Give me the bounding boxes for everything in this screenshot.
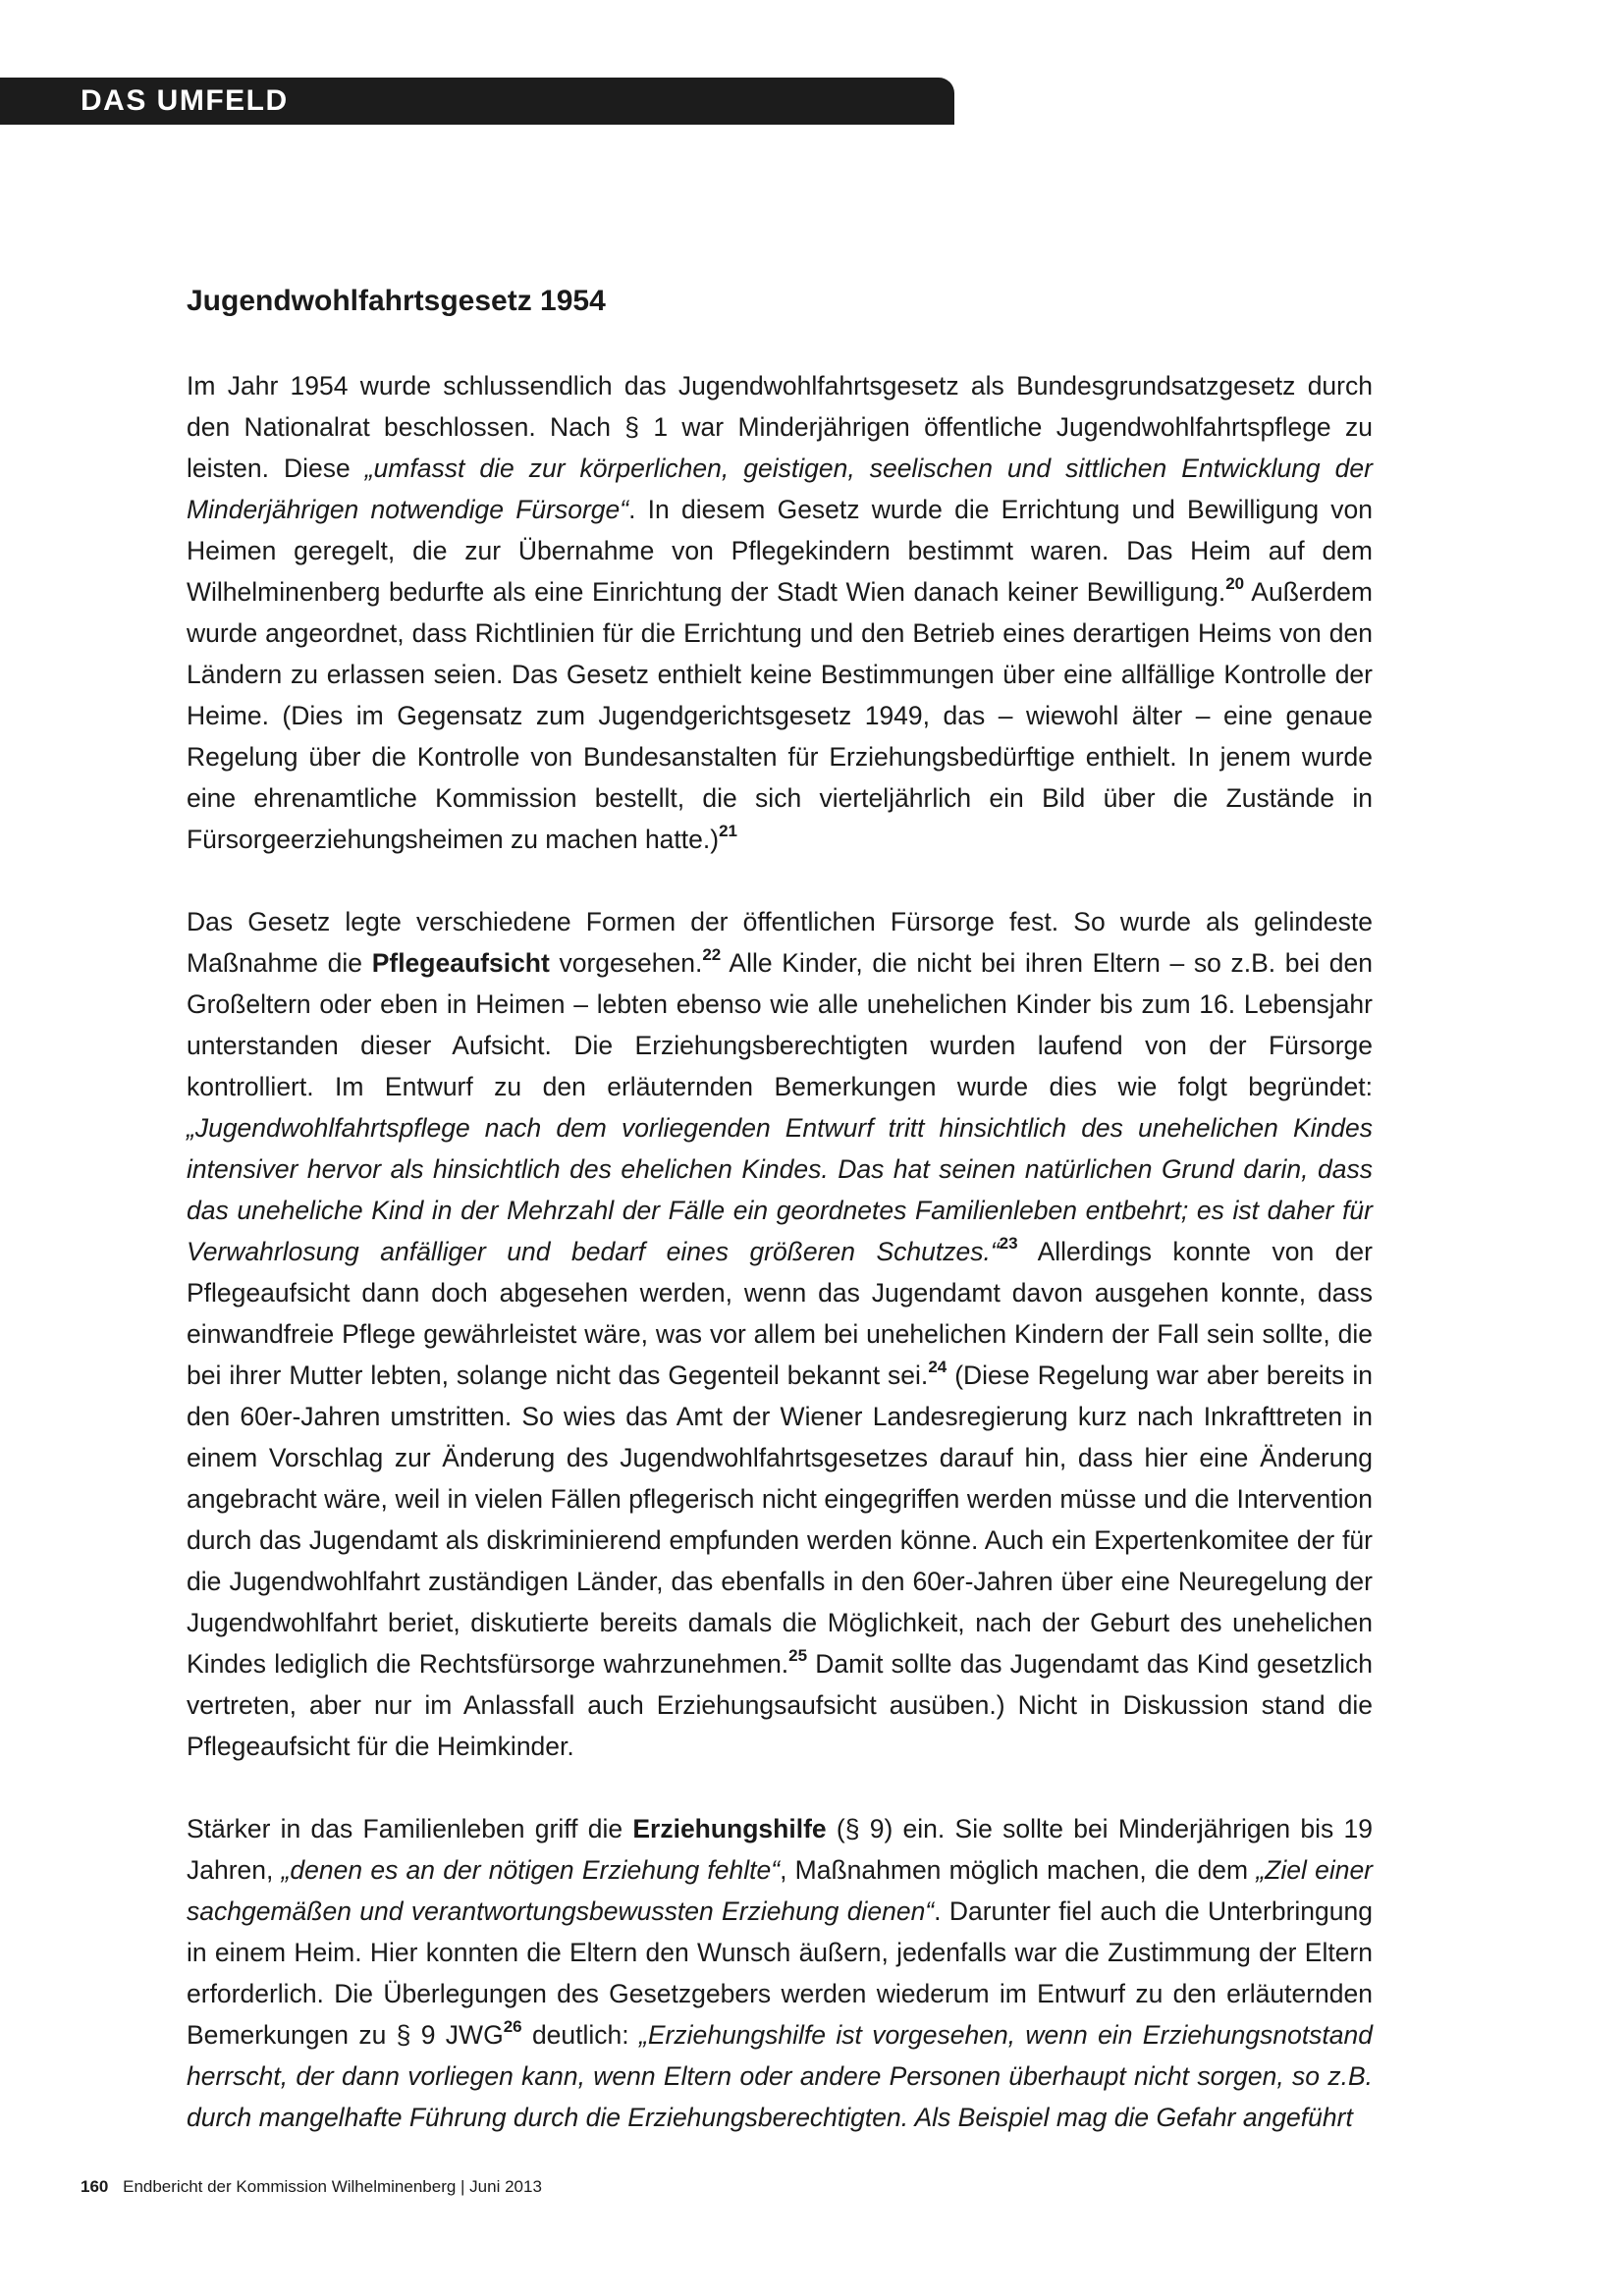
text-run: vorgesehen. — [549, 948, 703, 978]
text-run: , Maßnahmen möglich machen, die dem — [780, 1855, 1257, 1885]
text-run: Das Gesetz legte verschiedene Formen der öffentlichen Fürsorge fest. So wurde als gelindeste Maßnahme die — [187, 907, 1373, 978]
paragraph — [187, 365, 1373, 860]
footnote-ref: 22 — [702, 945, 722, 965]
body-text — [187, 365, 1373, 2179]
emphasis-term: Erziehungshilfe — [632, 1814, 827, 1843]
text-run: Damit sollte das Jugendamt das Kind gesetzlich vertreten, aber nur im Anlassfall auch Erziehungsaufsicht ausüben.) Nicht in Diskussion stand die Pflegeaufsicht für die Heimkinder. — [187, 1649, 1373, 1761]
text-run: . In diesem Gesetz wurde die Errichtung und Bewilligung von Heimen geregelt, die zur Übernahme von Pflegekindern bestimmt waren. Das Heim auf dem Wilhelminenberg bedurfte als eine Einrichtung der Stadt Wien danach keiner Bewilligung. — [187, 495, 1374, 607]
footnote-ref: 26 — [503, 2017, 522, 2037]
footer-text: Endbericht der Kommission Wilhelminenberg | Juni 2013 — [123, 2177, 542, 2196]
page-footer — [81, 2177, 542, 2197]
emphasis-term: Pflegeaufsicht — [371, 948, 550, 978]
paragraph — [187, 1808, 1373, 2138]
footnote-ref: 23 — [999, 1234, 1018, 1254]
quote-text: „Erziehungshilfe ist vorgesehen, wenn ein Erziehungsnotstand herrscht, der dann vorliegen kann, wenn Eltern oder andere Personen überhaupt nicht sorgen, so z.B. durch mangelhafte Führung durch die Erziehungsberechtigten. Als Beispiel mag die Gefahr angeführt — [187, 2020, 1374, 2132]
page-number: 160 — [81, 2177, 109, 2196]
section-header-bar — [0, 78, 954, 125]
footnote-ref: 21 — [719, 822, 737, 841]
section-title: Jugendwohlfahrtsgesetz 1954 — [187, 285, 606, 317]
quote-text: „denen es an der nötigen Erziehung fehlte“ — [281, 1855, 781, 1885]
footnote-ref: 25 — [788, 1646, 808, 1666]
quote-text: „Jugendwohlfahrtspflege nach dem vorliegenden Entwurf tritt hinsichtlich des unehelichen Kindes intensiver hervor als hinsichtlich des ehelichen Kindes. Das hat seinen natürlichen Grund darin, dass das uneheliche Kind in der Mehrzahl der Fälle ein geordnetes Familienleben entbehrt; es ist daher für Verwahrlosung anfälliger und bedarf eines größeren Schutzes.“ — [187, 1113, 1373, 1266]
text-run: Im Jahr 1954 wurde schlussendlich das Jugendwohlfahrtsgesetz als Bundesgrundsatzgesetz durch den Nationalrat beschlossen. Nach § 1 war Minderjährigen öffentliche Jugendwohlfahrtspflege zu leisten. Diese — [187, 371, 1373, 483]
text-run: (Diese Regelung war aber bereits in den 60er-Jahren umstritten. So wies das Amt der Wiener Landesregierung kurz nach Inkrafttreten in einem Vorschlag zur Änderung des Jugendwohlfahrtsgesetzes darauf hin, dass hier eine Änderung angebracht wäre, weil in vielen Fällen pflegerisch nicht eingegriffen werden müsse und die Intervention durch das Jugendamt als diskriminierend empfunden werden könne. Auch ein Expertenkomitee der für die Jugendwohlfahrt zuständigen Länder, das ebenfalls in den 60er-Jahren über eine Neuregelung der Jugendwohlfahrt beriet, diskutierte bereits damals die Möglichkeit, nach der Geburt des unehelichen Kindes lediglich die Rechtsfürsorge wahrzunehmen. — [187, 1361, 1373, 1679]
text-run: (§ 9) ein. Sie sollte bei Minderjährigen bis 19 Jahren, — [187, 1814, 1373, 1885]
text-run: deutlich: — [521, 2020, 639, 2050]
section-label: DAS UMFELD — [81, 84, 289, 117]
text-run: Alle Kinder, die nicht bei ihren Eltern – so z.B. bei den Großeltern oder eben in Heimen – lebten ebenso wie alle unehelichen Kinder bis zum 16. Lebensjahr unterstanden dieser Aufsicht. Die Erziehungsberechtigten wurden laufend von der Fürsorge kontrolliert. Im Entwurf zu den erläuternden Bemerkungen wurde dies wie folgt begründet: — [187, 948, 1374, 1101]
text-run: Außerdem wurde angeordnet, dass Richtlinien für die Errichtung und den Betrieb eines derartigen Heims von den Ländern zu erlassen seien. Das Gesetz enthielt keine Bestimmungen über eine allfällige Kontrolle der Heime. (Dies im Gegensatz zum Jugendgerichtsgesetz 1949, das – wiewohl älter – eine genaue Regelung über die Kontrolle von Bundesanstalten für Erziehungsbedürftige enthielt. In jenem wurde eine ehrenamtliche Kommission bestellt, die sich vierteljährlich ein Bild über die Zustände in Fürsorgeerziehungsheimen zu machen hatte.) — [187, 577, 1373, 854]
footnote-ref: 24 — [928, 1358, 947, 1377]
footnote-ref: 20 — [1225, 574, 1245, 594]
text-run: Allerdings konnte von der Pflegeaufsicht dann doch abgesehen werden, wenn das Jugendamt davon ausgehen konnte, dass einwandfreie Pflege gewährleistet wäre, was vor allem bei unehelichen Kindern der Fall sein sollte, die bei ihrer Mutter lebten, solange nicht das Gegenteil bekannt sei. — [187, 1237, 1373, 1390]
text-run: . Darunter fiel auch die Unterbringung in einem Heim. Hier konnten die Eltern den Wunsch äußern, jedenfalls war die Zustimmung der Eltern erforderlich. Die Überlegungen des Gesetzgebers werden wiederum im Entwurf zu den erläuternden Bemerkungen zu § 9 JWG — [187, 1896, 1373, 2050]
quote-text: „Ziel einer sachgemäßen und verantwortungsbewussten Erziehung dienen“ — [187, 1855, 1374, 1926]
paragraph — [187, 901, 1373, 1767]
quote-text: „umfasst die zur körperlichen, geistigen, seelischen und sittlichen Entwicklung der Minderjährigen notwendige Fürsorge“ — [187, 454, 1373, 524]
text-run: Stärker in das Familienleben griff die — [187, 1814, 633, 1843]
